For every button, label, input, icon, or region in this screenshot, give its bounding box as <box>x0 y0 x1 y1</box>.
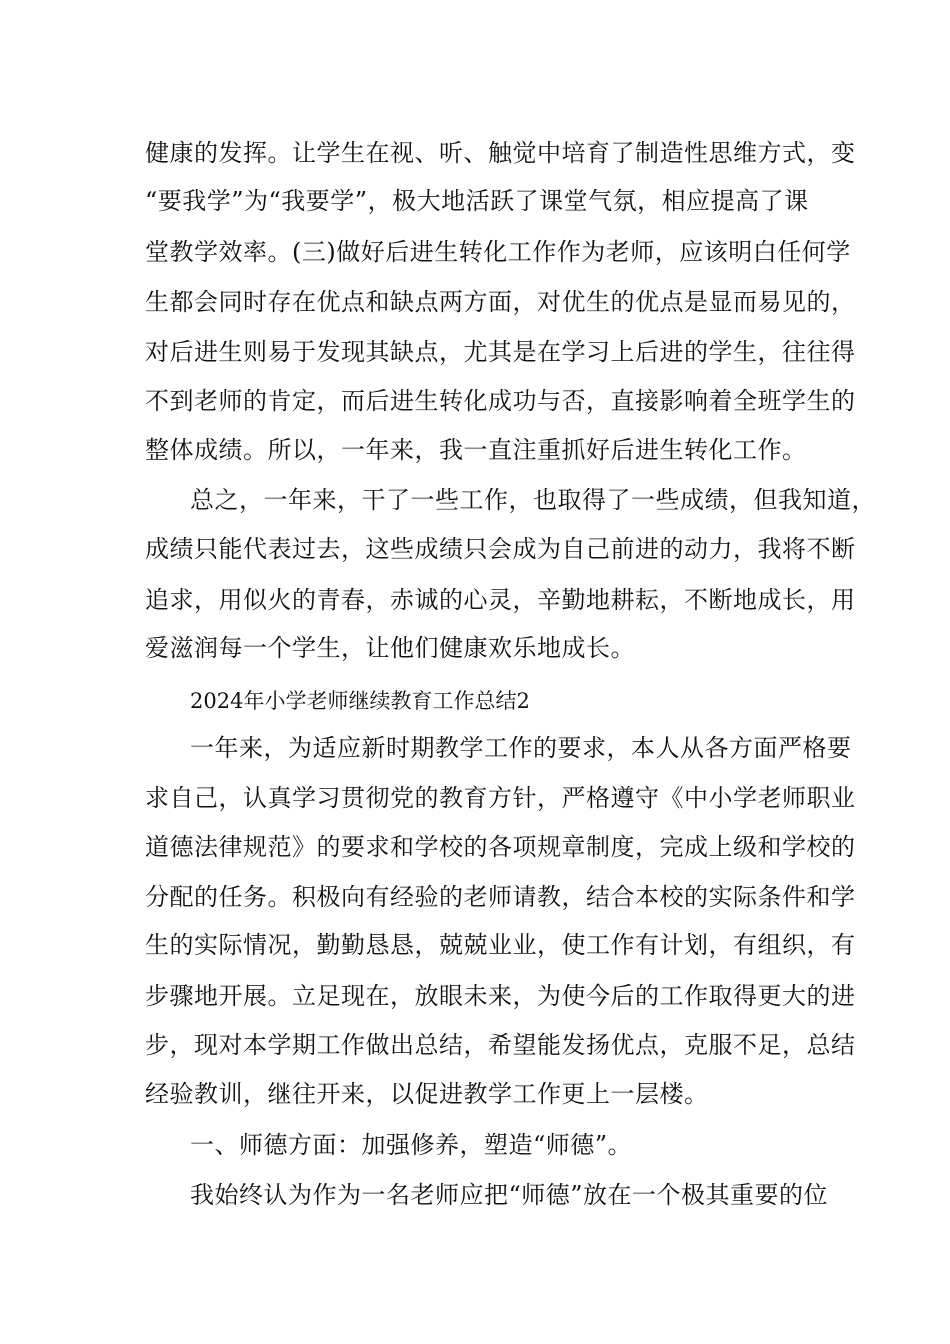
text-line: 成绩只能代表过去，这些成绩只会成为自己前进的动力，我将不断 <box>145 535 856 563</box>
text-line: 对后进生则易于发现其缺点，尤其是在学习上后进的学生，往往得 <box>145 338 856 366</box>
text-line: 爱滋润每一个学生，让他们健康欢乐地成长。 <box>145 634 635 662</box>
text-line: 堂教学效率。(三)做好后进生转化工作作为老师，应该明白任何学 <box>145 238 851 266</box>
text-line: 生的实际情况，勤勤恳恳，兢兢业业，使工作有计划，有组织，有 <box>145 931 856 959</box>
text-line: 步骤地开展。立足现在，放眼未来，为使今后的工作取得更大的进 <box>145 982 856 1010</box>
text-line: 步，现对本学期工作做出总结，希望能发扬优点，克服不足，总结 <box>145 1031 856 1059</box>
section-title: 2024年小学老师继续教育工作总结2 <box>190 689 530 713</box>
text-line: 分配的任务。积极向有经验的老师请教，结合本校的实际条件和学 <box>145 883 856 911</box>
text-line: 健康的发挥。让学生在视、听、触觉中培育了制造性思维方式，变 <box>145 139 856 167</box>
text-line: “要我学”为“我要学”，极大地活跃了课堂气氛，相应提高了课 <box>145 187 809 215</box>
paragraph-first-line: 一年来，为适应新时期教学工作的要求，本人从各方面严格要 <box>190 734 852 762</box>
paragraph-first-line: 我始终认为作为一名老师应把“师德”放在一个极其重要的位 <box>190 1181 829 1209</box>
section-heading: 一、师德方面：加强修养，塑造“师德”。 <box>190 1131 633 1159</box>
text-line: 不到老师的肯定，而后进生转化成功与否，直接影响着全班学生的 <box>145 387 856 415</box>
text-line: 道德法律规范》的要求和学校的各项规章制度，完成上级和学校的 <box>145 833 856 861</box>
text-line: 经验教训，继往开来，以促进教学工作更上一层楼。 <box>145 1080 709 1108</box>
text-line: 求自己，认真学习贯彻党的教育方针，严格遵守《中小学老师职业 <box>145 784 856 812</box>
paragraph-first-line: 总之，一年来，干了一些工作，也取得了一些成绩，但我知道， <box>190 486 876 514</box>
text-line: 追求，用似火的青春，赤诚的心灵，辛勤地耕耘，不断地成长，用 <box>145 586 856 614</box>
text-line: 生都会同时存在优点和缺点两方面，对优生的优点是显而易见的， <box>145 288 856 316</box>
text-line: 整体成绩。所以，一年来，我一直注重抓好后进生转化工作。 <box>145 436 807 464</box>
